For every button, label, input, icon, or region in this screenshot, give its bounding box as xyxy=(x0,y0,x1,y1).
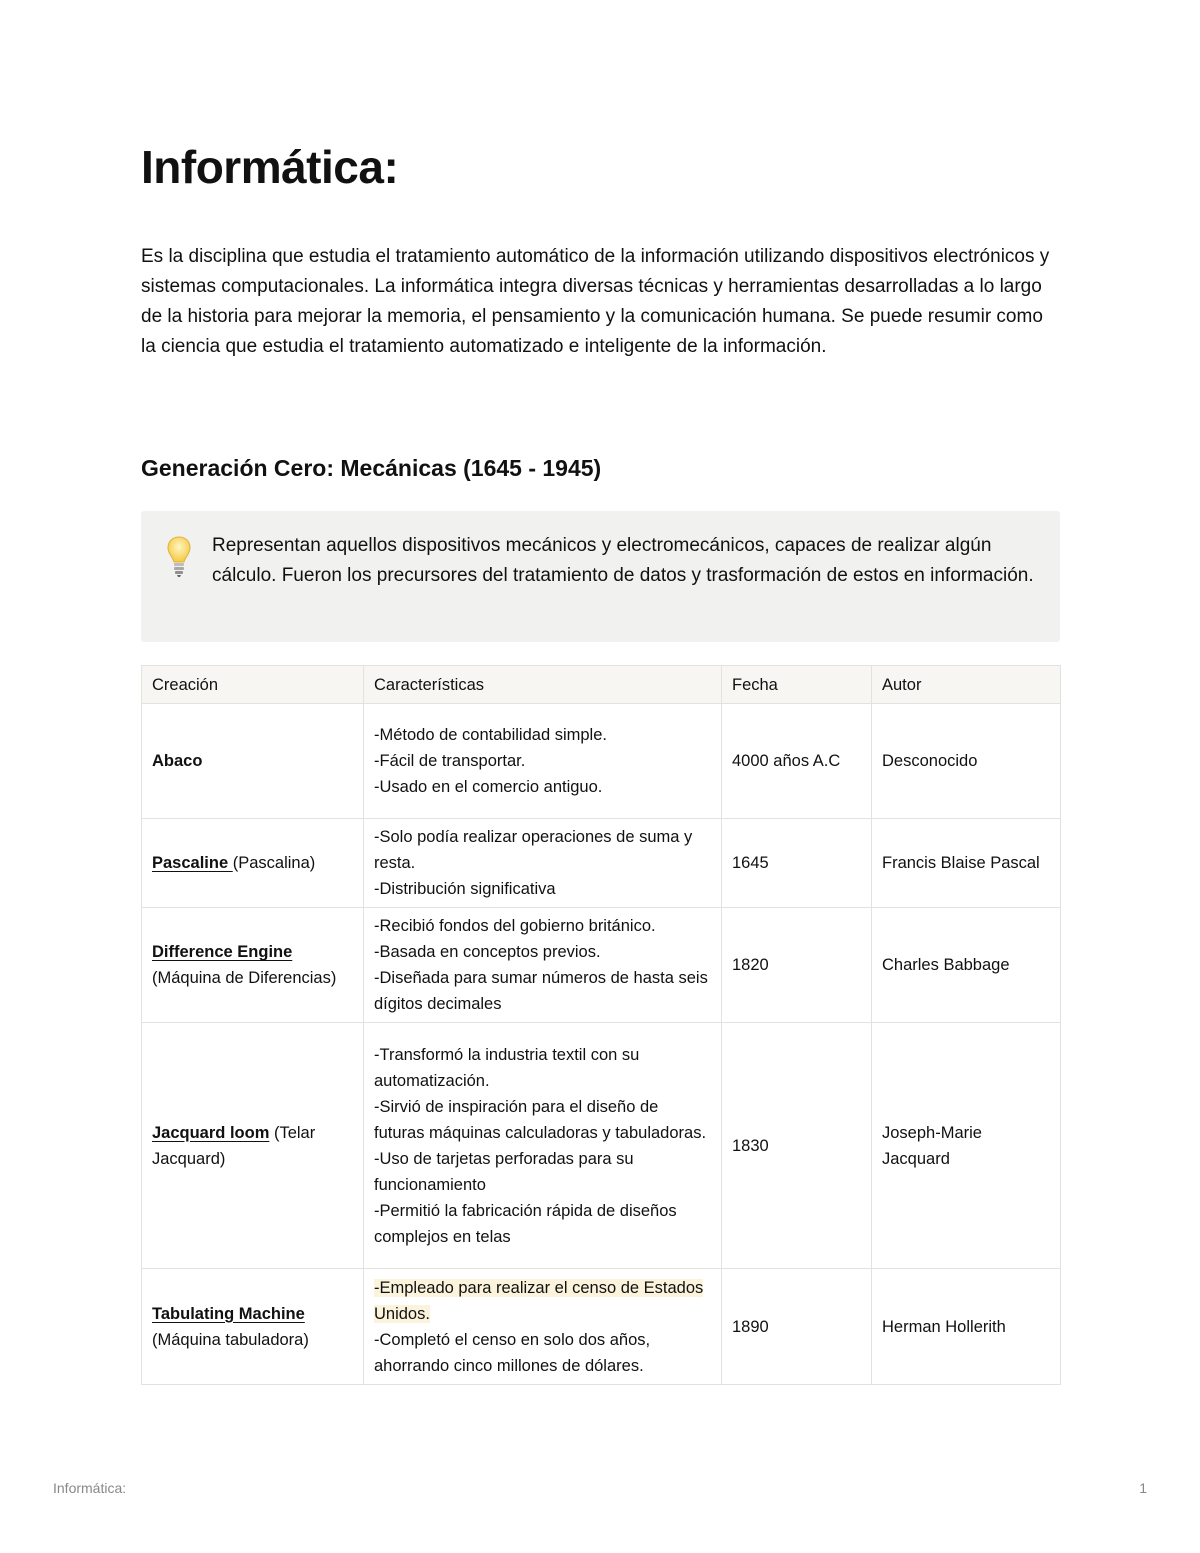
page-number: 1 xyxy=(1139,1480,1147,1496)
creation-name[interactable]: Difference Engine xyxy=(152,943,293,961)
header-autor: Autor xyxy=(872,666,1061,704)
creation-name[interactable]: Jacquard loom xyxy=(152,1123,270,1142)
table-header-row xyxy=(142,666,1061,704)
callout-box xyxy=(141,511,1060,642)
cell-creacion xyxy=(142,908,364,1023)
highlighted-text: -Empleado para realizar el censo de Estados Unidos. xyxy=(374,1278,704,1323)
cell-fecha: 1820 xyxy=(722,908,872,1023)
feature-line: -Basada en conceptos previos. xyxy=(374,943,601,961)
callout-text: Representan aquellos dispositivos mecánicos y electromecánicos, capaces de realizar algún cálculo. Fueron los precursores del tratamiento de datos y trasformación de estos en información. xyxy=(212,535,1034,586)
feature-line: -Distribución significativa xyxy=(374,880,556,898)
creation-name: Abaco xyxy=(152,752,203,770)
feature-line: -Permitió la fabricación rápida de diseños complejos en telas xyxy=(374,1201,677,1246)
lightbulb-icon xyxy=(166,535,192,579)
feature-line: -Uso de tarjetas perforadas para su funcionamiento xyxy=(374,1149,634,1194)
machines-table xyxy=(141,665,1061,1385)
feature-line: -Sirvió de inspiración para el diseño de futuras máquinas calculadoras y tabuladoras. xyxy=(374,1097,707,1142)
table-row xyxy=(142,819,1061,908)
cell-fecha: 1645 xyxy=(722,819,872,908)
table-row xyxy=(142,704,1061,819)
table-row xyxy=(142,1023,1061,1269)
feature-line: -Método de contabilidad simple. xyxy=(374,726,607,744)
cell-fecha: 1830 xyxy=(722,1023,872,1269)
cell-caracteristicas xyxy=(364,819,722,908)
cell-caracteristicas xyxy=(364,704,722,819)
header-caracteristicas: Características xyxy=(364,666,722,704)
table-row xyxy=(142,908,1061,1023)
cell-creacion xyxy=(142,704,364,819)
cell-autor: Charles Babbage xyxy=(872,908,1061,1023)
header-fecha: Fecha xyxy=(722,666,872,704)
feature-line: -Recibió fondos del gobierno británico. xyxy=(374,917,656,935)
cell-caracteristicas xyxy=(364,1269,722,1385)
section-heading: Generación Cero: Mecánicas (1645 - 1945) xyxy=(141,455,602,481)
cell-caracteristicas xyxy=(364,908,722,1023)
cell-autor: Joseph-Marie Jacquard xyxy=(872,1023,1061,1269)
cell-autor: Francis Blaise Pascal xyxy=(872,819,1061,908)
table-row xyxy=(142,1269,1061,1385)
feature-line xyxy=(374,1275,711,1327)
cell-fecha: 4000 años A.C xyxy=(722,704,872,819)
header-creacion: Creación xyxy=(142,666,364,704)
cell-autor: Desconocido xyxy=(872,704,1061,819)
feature-line: -Completó el censo en solo dos años, ahorrando cinco millones de dólares. xyxy=(374,1330,651,1375)
creation-name[interactable]: Tabulating Machine xyxy=(152,1304,305,1323)
feature-line: -Solo podía realizar operaciones de suma y resta. xyxy=(374,828,693,872)
feature-line: -Usado en el comercio antiguo. xyxy=(374,778,603,796)
creation-alt-name: (Máquina de Diferencias) xyxy=(152,969,337,987)
cell-fecha: 1890 xyxy=(722,1269,872,1385)
cell-autor: Herman Hollerith xyxy=(872,1269,1061,1385)
cell-creacion xyxy=(142,1269,364,1385)
feature-line: -Diseñada para sumar números de hasta seis dígitos decimales xyxy=(374,969,708,1013)
cell-caracteristicas xyxy=(364,1023,722,1269)
creation-alt-name: (Máquina tabuladora) xyxy=(152,1330,309,1349)
creation-alt-name: (Pascalina) xyxy=(232,854,316,872)
cell-creacion xyxy=(142,819,364,908)
feature-line: -Transformó la industria textil con su automatización. xyxy=(374,1045,640,1090)
intro-paragraph: Es la disciplina que estudia el tratamiento automático de la información utilizando dispositivos electrónicos y sistemas computacionales. La informática integra diversas técnicas y herramientas desarrolladas a lo largo de la historia para mejorar la memoria, el pensamiento y la comunicación humana. Se puede resumir como la ciencia que estudia el tratamiento automatizado e inteligente de la información. xyxy=(141,246,1050,357)
footer-title: Informática: xyxy=(53,1480,127,1496)
cell-creacion xyxy=(142,1023,364,1269)
feature-line: -Fácil de transportar. xyxy=(374,752,526,770)
creation-name[interactable]: Pascaline xyxy=(152,854,233,872)
page-title: Informática: xyxy=(141,141,399,193)
creation-alt-name: (Telar Jacquard) xyxy=(152,1123,316,1168)
